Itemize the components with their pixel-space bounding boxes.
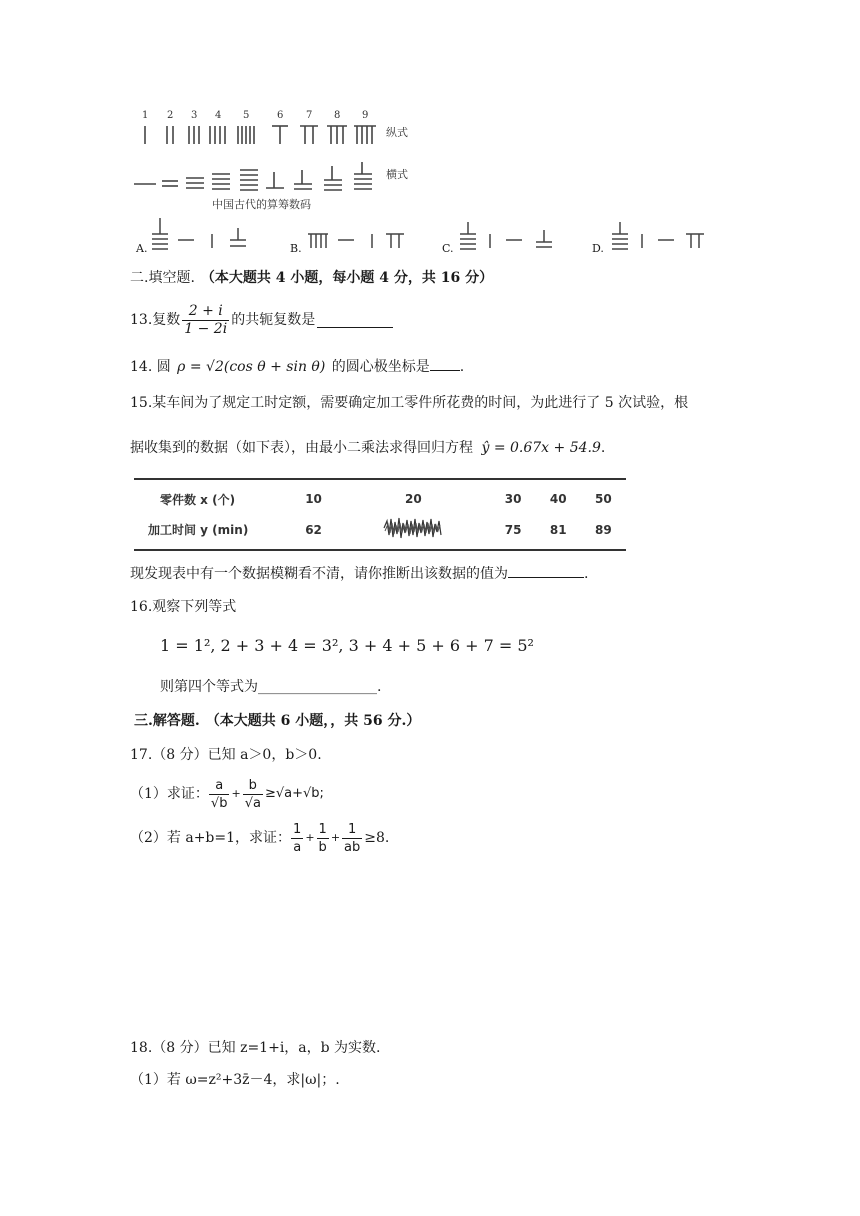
q17-stem: 17.（8 分）已知 a＞0，b＞0. [130, 747, 322, 763]
row2-label: 加工时间 y (min) [148, 523, 249, 537]
q15-line2 [130, 438, 605, 458]
digit-label: 9 [362, 110, 369, 121]
option-d-label: D. [592, 242, 604, 255]
section2-title: 二.填空题. [130, 270, 195, 286]
section3-heading [134, 711, 420, 731]
digit-label: 7 [306, 110, 313, 121]
q14-suffix: 的圆心极坐标是 [331, 359, 430, 375]
y-cell: 62 [305, 522, 322, 537]
y-cell: 89 [595, 522, 612, 537]
table-row [134, 514, 626, 545]
q14-prefix: 14. 圆 [130, 359, 171, 375]
q13-numerator: 2 + i [182, 303, 229, 321]
digit-label: 8 [334, 110, 341, 121]
q15-data-table [134, 484, 626, 545]
digit-label: 5 [243, 110, 250, 121]
x-cell: 40 [549, 492, 567, 506]
question-13 [130, 300, 393, 340]
q15-line2-text: 据收集到的数据（如下表），由最小二乘法求得回归方程 [130, 440, 473, 456]
digit-label: 2 [167, 110, 174, 121]
option-a-label: A. [136, 242, 148, 255]
row1-label: 零件数 x (个) [160, 492, 236, 507]
y-cell: 75 [504, 522, 522, 537]
digit-label: 4 [215, 110, 222, 121]
rod-options [130, 214, 730, 260]
blurred-value-scribble [382, 515, 444, 541]
q17-part1: （1）求证： $\frac{a}{√b}$ + $\frac{b}{√a}$ ≥√a+√b; [130, 777, 324, 811]
option-b-label: B. [290, 242, 302, 255]
question-14 [130, 356, 464, 377]
q15-line3 [130, 563, 588, 584]
vertical-style-label: 纵式 [386, 126, 408, 139]
q16-prompt: 16.观察下列等式 [130, 599, 237, 615]
q15-answer-blank[interactable] [508, 563, 584, 578]
q13-fraction [182, 303, 229, 338]
q17-part2-prefix: （2）若 a+b=1，求证： [130, 830, 292, 846]
q13-suffix: 的共轭复数是 [231, 312, 316, 328]
q18-stem: 18.（8 分）已知 z=1+i，a，b 为实数. [130, 1040, 381, 1056]
y-cell: 81 [549, 522, 567, 537]
section3-info: （本大题共 6 小题，，共 56 分.） [205, 713, 421, 729]
x-cell: 20 [404, 492, 422, 506]
q17-part2: （2）若 a+b=1，求证： $\frac{1}{a}$ + $\frac{1}{b}$ + $\frac{1}{ab}$ ≥8. [130, 821, 390, 855]
q15-line3-text: 现发现表中有一个数据模糊看不清，请你推断出该数据的值为 [130, 566, 508, 582]
q17-part1-formula: $\frac{a}{√b}$ [210, 777, 228, 811]
horizontal-style-label: 横式 [386, 168, 408, 181]
rod-numeral-figure [120, 104, 420, 214]
q13-denominator: 1 − 2i [184, 320, 228, 337]
q15-line3-end: . [584, 566, 589, 582]
section3-title: 三.解答题. [134, 713, 200, 729]
x-cell: 30 [504, 492, 522, 506]
q15-regression-equation: ŷ = 0.67x + 54.9 [481, 440, 601, 456]
q14-end: . [459, 359, 465, 375]
q13-prefix: 13.复数 [130, 312, 181, 328]
q18-part1: （1）若 ω=z²+3z̄－4，求|ω|；. [130, 1072, 340, 1088]
section2-info: （本大题共 4 小题，每小题 4 分，共 16 分） [200, 270, 494, 286]
x-cell: 50 [595, 492, 612, 506]
table-row [134, 484, 626, 514]
q14-answer-blank[interactable] [430, 356, 460, 371]
option-c-label: C. [442, 242, 454, 255]
digit-label: 6 [277, 110, 284, 121]
q15-data-table-wrap [134, 478, 626, 551]
option-c-rods [458, 214, 568, 258]
q15-line2-end: . [600, 440, 606, 456]
figure-caption: 中国古代的算筹数码 [212, 198, 311, 211]
option-a-rods [150, 214, 260, 258]
option-d-rods [610, 214, 720, 258]
q14-formula: ρ = √2(cos θ + sin θ) [177, 359, 326, 375]
x-cell: 10 [305, 492, 322, 506]
blurred-cell [336, 514, 490, 545]
q15-line1: 15.某车间为了规定工时定额，需要确定加工零件所花费的时间，为此进行了 5 次试验，根 [130, 395, 689, 411]
q13-answer-blank[interactable] [317, 313, 393, 328]
option-b-rods [306, 214, 416, 258]
section2-heading [130, 268, 493, 288]
q17-part1-prefix: （1）求证： [130, 786, 209, 802]
digit-label: 1 [142, 110, 149, 121]
digit-label: 3 [191, 110, 198, 121]
q16-equations: 1 = 1², 2 + 3 + 4 = 3², 3 + 4 + 5 + 6 + 7 = 5² [160, 636, 534, 655]
q16-question: 则第四个等式为_________________. [160, 679, 382, 695]
